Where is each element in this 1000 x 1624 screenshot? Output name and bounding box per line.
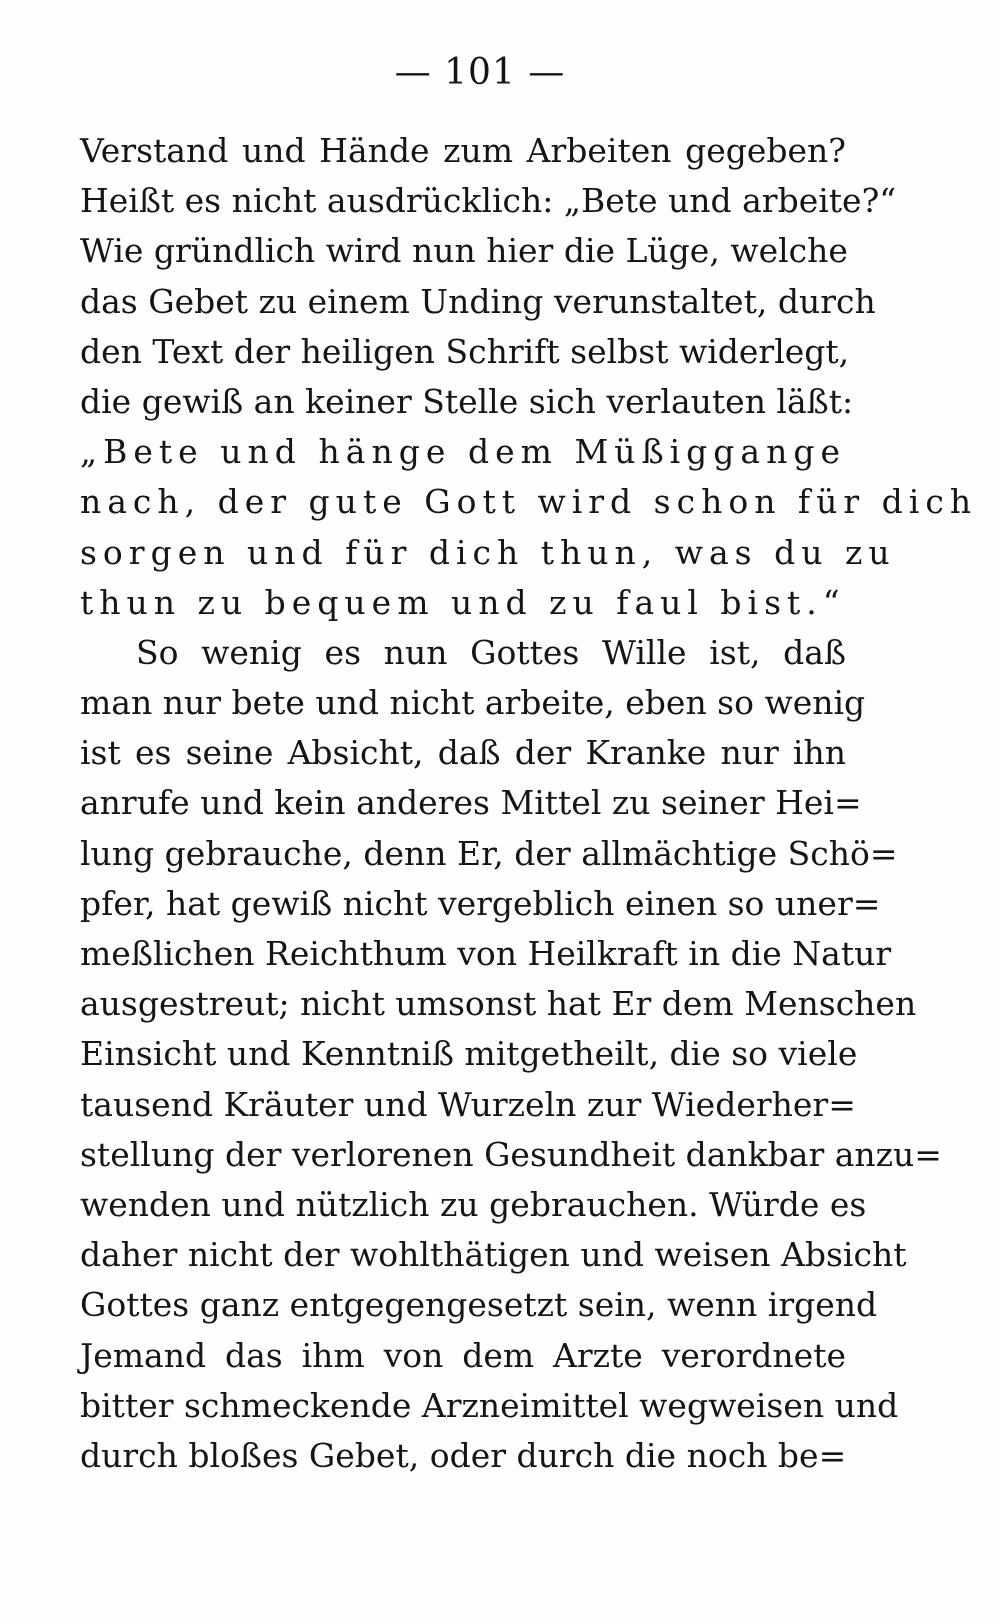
text-line-spaced: thun zu bequem und zu faul bist.“ <box>80 582 846 622</box>
text-line: wenden und nützlich zu gebrauchen. Würde es <box>80 1184 867 1224</box>
text-line: pfer, hat gewiß nicht vergeblich einen so uner= <box>80 883 881 923</box>
text-line-spaced: sorgen und für dich thun, was du zu <box>80 532 896 572</box>
text-line: Gottes ganz entgegengesetzt sein, wenn irgend <box>80 1285 878 1325</box>
text-line: meßlichen Reichthum von Heilkraft in die Natur <box>80 934 892 973</box>
text-line: die gewiß an keiner Stelle sich verlauten läßt: <box>80 381 854 421</box>
text-line-spaced: nach, der gute Gott wird schon für dich <box>80 482 978 522</box>
text-line: bitter schmeckende Arzneimittel wegweisen und <box>80 1385 899 1425</box>
text-line: stellung der verlorenen Gesundheit dankbar anzu= <box>80 1134 942 1174</box>
text-line: daher nicht der wohlthätigen und weisen Absicht <box>80 1235 907 1275</box>
text-line: den Text der heiligen Schrift selbst widerlegt, <box>80 331 850 371</box>
body-text <box>80 126 978 1481</box>
text-line: tausend Kräuter und Wurzeln zur Wiederher= <box>80 1084 856 1124</box>
text-line: man nur bete und nicht arbeite, eben so wenig <box>80 683 866 723</box>
text-line: das Gebet zu einem Unding verunstaltet, durch <box>80 281 876 321</box>
page-number: — 101 — <box>394 52 566 93</box>
text-line: lung gebrauche, denn Er, der allmächtige Schö= <box>80 833 898 873</box>
text-line: ist es seine Absicht, daß der Kranke nur ihn <box>80 733 846 773</box>
text-line: Einsicht und Kenntniß mitgetheilt, die so viele <box>80 1034 858 1074</box>
text-line: Verstand und Hände zum Arbeiten gegeben? <box>80 131 846 170</box>
paragraph-start-line: So wenig es nun Gottes Wille ist, daß <box>136 632 846 672</box>
text-line: Jemand das ihm von dem Arzte verordnete <box>80 1335 846 1375</box>
text-line: ausgestreut; nicht umsonst hat Er dem Menschen <box>80 984 917 1024</box>
text-line: Wie gründlich wird nun hier die Lüge, welche <box>80 231 848 271</box>
text-line: durch bloßes Gebet, oder durch die noch be= <box>80 1435 847 1475</box>
text-line: anrufe und kein anderes Mittel zu seiner Hei= <box>80 783 862 823</box>
text-line-spaced: „Bete und hänge dem Müßiggange <box>80 432 846 472</box>
text-line: Heißt es nicht ausdrücklich: „Bete und arbeite?“ <box>80 181 897 221</box>
